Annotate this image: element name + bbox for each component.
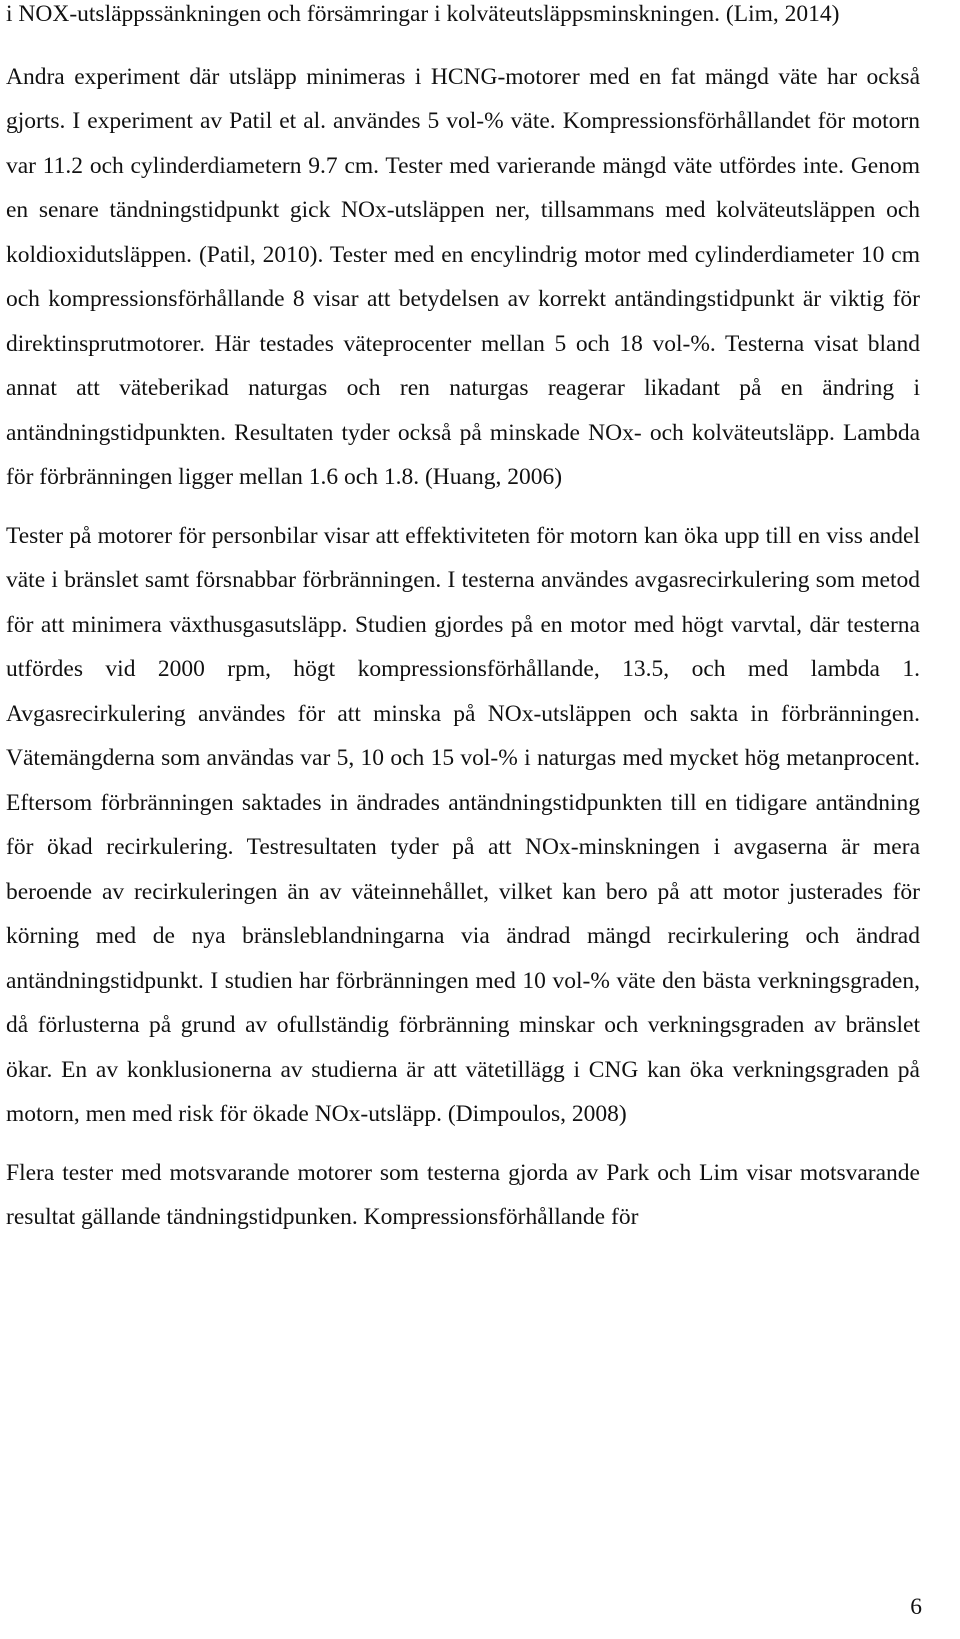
paragraph-2: Andra experiment där utsläpp minimeras i HCNG-motorer med en fat mängd väte har också gjorts. I experiment av Patil et al. användes 5 vol-% väte. Kompressionsförhållandet för motorn var 11.2 och cylinderdiametern 9.7 cm. Tester med varierande mängd väte utfördes inte. Genom en senare tändningstidpunkt gick NOx-utsläppen ner, tillsammans med kolväteutsläppen och koldioxidutsläppen. (Patil, 2010). Tester med en encylindrig motor med cylinderdiameter 10 cm och kompressionsförhållande 8 visar att betydelsen av korrekt antändingstidpunkt är viktig för direktinsprutmotorer. Här testades väteprocenter mellan 5 och 18 vol-%. Testerna visat bland annat att väteberikad naturgas och ren naturgas reagerar likadant på en ändring i antändningstidpunkten. Resultaten tyder också på minskade NOx- och kolväteutsläpp. Lambda för förbränningen ligger mellan 1.6 och 1.8. (Huang, 2006) xyxy=(6,63,920,490)
paragraph-3: Tester på motorer för personbilar visar att effektiviteten för motorn kan öka upp till en viss andel väte i bränslet samt försnabbar förbränningen. I testerna användes avgasrecirkulering som metod för att minimera växthusgasutsläpp. Studien gjordes på en motor med högt varvtal, där testerna utfördes vid 2000 rpm, högt kompressionsförhållande, 13.5, och med lambda 1. Avgasrecirkulering användes för att minska på NOx-utsläppen och sakta in förbränningen. Vätemängderna som användas var 5, 10 och 15 vol-% i naturgas med mycket hög metanprocent. Eftersom förbränningen saktades in ändrades antändningstidpunkten till en tidigare antändning för ökad recirkulering. Testresultaten tyder på att NOx-minskningen i avgaserna är mera beroende av recirkuleringen än av väteinnehållet, vilket kan bero på att motor justerades för körning med de nya bränsleblandningarna via ändrad mängd recirkulering och ändrad antändningstidpunkt. I studien har förbränningen med 10 vol-% väte den bästa verkningsgraden, då förlusterna på grund av ofullständig förbränning minskar och verkningsgraden av bränslet ökar. En av konklusionerna av studierna är att vätetillägg i CNG kan öka verkningsgraden på motorn, men med risk för ökade NOx-utsläpp. (Dimpoulos, 2008) xyxy=(6,522,920,1127)
paragraph-1: i NOX-utsläppssänkningen och försämringar i kolväteutsläppsminskningen. (Lim, 2014) xyxy=(6,1,840,27)
paragraph-4: Flera tester med motsvarande motorer som testerna gjorda av Park och Lim visar motsvarande resultat gällande tändningstidpunken. Kompressionsförhållande för xyxy=(6,1159,920,1230)
page-number: 6 xyxy=(910,1594,922,1620)
